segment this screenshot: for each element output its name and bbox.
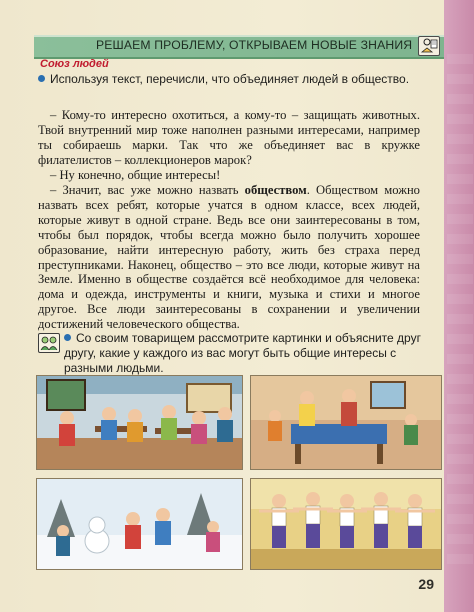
task-text: Используя текст, перечисли, что объединяет людей в общество. bbox=[50, 72, 410, 86]
term-society: обществом bbox=[244, 182, 307, 197]
pair-task bbox=[38, 331, 428, 373]
winter-snow-play-illustration bbox=[36, 478, 243, 570]
bullet-icon bbox=[38, 75, 45, 82]
page-margin-strip bbox=[444, 0, 474, 612]
dialogue-text: . Обществом можно назвать всех ребят, которые учатся в одном классе, всех людей, которые живут в одной стране. Ведь все они заинтересованы в том, чтобы был порядок, чтобы всегда можно было получить хорошее образование, найти интересную работу, жить без страха перед преступниками. Наконец, общество – это все люди, которые живут на Земле. Именно в обществе создаётся всё необходимое для человека: дома и одежда, инструменты и книги, музыка и стихи и многое другое. Все люди заинтересованы в сохранении и увеличении достижений человеческого общества. bbox=[38, 182, 420, 332]
classroom-illustration bbox=[36, 375, 243, 470]
book-reading-icon bbox=[418, 36, 440, 56]
dialogue-line-2: – Ну конечно, общие интересы! bbox=[50, 167, 221, 182]
pair-work-icon bbox=[38, 333, 60, 353]
pair-task-text bbox=[64, 331, 422, 376]
header-title: РЕШАЕМ ПРОБЛЕМУ, ОТКРЫВАЕМ НОВЫЕ ЗНАНИЯ bbox=[96, 38, 413, 52]
dialogue-text: – Значит, вас уже можно назвать bbox=[50, 182, 245, 197]
pair-task-body: Со своим товарищем рассмотрите картинки и объясните друг другу, какие у каждого из вас могут быть общие интересы с разными людьми. bbox=[64, 331, 421, 375]
gym-exercise-illustration bbox=[250, 478, 442, 570]
body-text bbox=[38, 108, 420, 332]
section-title: Союз людей bbox=[40, 58, 109, 70]
bullet-icon bbox=[64, 334, 71, 341]
dialogue-line-1: – Кому-то интересно охотиться, а кому-то – защищать животных. Твой внутренний мир тоже наполнен разными интересами, например ты собираешь марки. Так что же объединяет вас в кружке филателистов – коллекционеров марок? bbox=[38, 108, 420, 167]
task-question bbox=[38, 72, 420, 87]
dialogue-line-3 bbox=[38, 183, 420, 333]
bleed-through-text bbox=[447, 54, 473, 574]
page-number: 29 bbox=[418, 576, 434, 592]
family-dinner-illustration bbox=[250, 375, 442, 470]
